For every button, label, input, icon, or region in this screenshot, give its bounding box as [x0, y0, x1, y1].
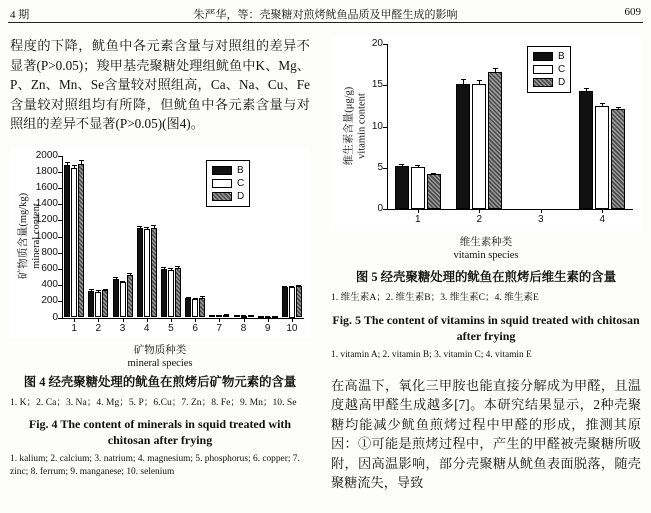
bar-C-10 [289, 287, 295, 317]
x-tick-label: 3 [537, 214, 544, 225]
xaxis-title-cn: 矿物质种类 [133, 344, 187, 356]
error-cap [186, 297, 191, 298]
bar-D-1 [78, 164, 84, 318]
x-tick-label: 6 [192, 322, 198, 334]
bar-D-10 [296, 286, 302, 317]
legend-item-C [533, 63, 565, 76]
legend-item-B [212, 164, 244, 177]
figure-5 [331, 36, 641, 362]
error-cap [616, 107, 621, 108]
page-number: 609 [624, 6, 641, 18]
bar-C-2 [95, 292, 101, 318]
bar-B-3 [113, 279, 119, 318]
running-head-left: 4 期 [10, 9, 30, 21]
x-tick-label: 3 [119, 322, 126, 334]
bar-B-6 [185, 298, 191, 317]
y-tick [383, 85, 387, 86]
xaxis-title-cn-5: 维生素种类 [459, 237, 513, 248]
legend-swatch-C [533, 65, 553, 74]
bar-C-4 [144, 229, 150, 318]
y-tick-label: 0 [377, 203, 383, 214]
y-tick [383, 127, 387, 128]
error-cap [217, 315, 222, 316]
error-cap [96, 290, 101, 291]
legend-label-D: D [237, 190, 245, 202]
legend-label-B: B [558, 51, 565, 62]
x-tick [602, 209, 603, 213]
error-cap [241, 315, 246, 316]
y-tick [58, 156, 62, 157]
chart-legend [206, 160, 250, 207]
error-cap [210, 315, 215, 316]
error-cap [151, 225, 156, 226]
legend-item-D [533, 76, 565, 89]
y-axis [62, 156, 63, 318]
error-cap [120, 281, 125, 282]
bar-D-2 [488, 72, 502, 209]
error-cap [127, 273, 132, 274]
error-cap [584, 88, 589, 89]
bar-D-1 [427, 174, 441, 209]
bar-B-4 [579, 91, 593, 209]
xaxis-title-en: mineral species [127, 357, 193, 369]
y-tick [58, 301, 62, 302]
legend-item-D [212, 190, 244, 203]
y-tick [58, 204, 62, 205]
y-tick-label: 400 [41, 279, 58, 291]
bar-D-2 [102, 290, 108, 317]
bar-C-4 [595, 106, 609, 209]
chart-minerals [10, 148, 310, 338]
y-tick-label: 1800 [35, 165, 58, 177]
y-tick [58, 188, 62, 189]
y-tick-label: 15 [371, 79, 383, 91]
figure-4-caption-cn: 图 4 经壳聚糖处理的鱿鱼在煎烤后矿物元素的含量 [23, 374, 297, 389]
y-tick-label: 1600 [35, 181, 58, 193]
error-cap [289, 286, 294, 287]
error-cap [461, 79, 466, 80]
x-tick-label: 10 [286, 322, 298, 334]
x-tick-label: 2 [95, 322, 102, 334]
figure-5-keys-en: 1. vitamin A; 2. vitamin B; 3. vitamin C; 4. vitamin E [331, 349, 532, 360]
bar-C-6 [192, 299, 198, 317]
y-tick-label: 1400 [35, 198, 58, 210]
error-cap [103, 289, 108, 290]
bar-C-3 [120, 282, 126, 317]
error-cap [79, 160, 84, 161]
y-tick-label: 5 [377, 161, 383, 173]
y-tick [383, 209, 387, 210]
legend-swatch-C [212, 179, 232, 188]
error-cap [282, 286, 287, 287]
bar-D-3 [127, 275, 133, 317]
legend-swatch-B [533, 52, 553, 61]
error-cap [431, 173, 436, 174]
left-column [10, 36, 310, 479]
figure-4-keys-en: 1. kalium; 2. calcium; 3. natrium; 4. magnesium; 5. phosphorus; 6. copper; 7. zinc; 8. ferrum; 9. manganese; 10. selenium [10, 454, 300, 477]
y-tick-label: 2000 [35, 149, 58, 161]
error-cap [193, 298, 198, 299]
x-tick [98, 318, 99, 322]
x-tick [418, 209, 419, 213]
figure-5-caption-en: Fig. 5 The content of vitamins in squid treated with chitosan after frying [332, 312, 640, 343]
error-cap [415, 165, 420, 166]
chart-minerals-xaxis-title [10, 344, 310, 370]
legend-label-C: C [237, 177, 245, 189]
error-cap [175, 266, 180, 267]
bar-B-2 [456, 84, 470, 209]
y-axis-title-cn: 维生素含量(μg/g) [343, 86, 354, 165]
legend-label-C: C [558, 64, 566, 75]
bar-B-1 [395, 166, 409, 209]
y-tick [58, 220, 62, 221]
error-cap [113, 277, 118, 278]
x-tick [479, 209, 480, 213]
x-tick-label: 4 [143, 322, 150, 334]
error-cap [600, 103, 605, 104]
bar-B-2 [88, 291, 94, 318]
error-cap [137, 226, 142, 227]
error-cap [399, 164, 404, 165]
y-tick [58, 172, 62, 173]
chart-vitamins-xaxis-title [331, 236, 641, 262]
x-tick-label: 5 [168, 322, 174, 334]
x-tick [123, 318, 124, 322]
error-cap [493, 68, 498, 69]
right-column [331, 36, 641, 493]
bar-D-5 [175, 268, 181, 317]
bar-B-5 [161, 269, 167, 318]
bar-B-10 [282, 287, 288, 318]
legend-item-B [533, 50, 565, 63]
y-tick-label: 800 [41, 246, 58, 258]
y-tick [58, 253, 62, 254]
error-cap [72, 165, 77, 166]
figure-5-caption-cn: 图 5 经壳聚糖处理的鱿鱼在煎烤后维生素的含量 [355, 270, 617, 284]
error-cap [65, 162, 70, 163]
error-cap [258, 316, 263, 317]
running-head-center: 朱严华，等：壳聚糖对煎烤鱿鱼品质及甲醛生成的影响 [193, 9, 458, 21]
figure-4 [10, 148, 310, 480]
y-tick-label: 0 [52, 311, 58, 323]
y-axis [387, 44, 388, 209]
x-tick-label: 2 [476, 214, 483, 225]
error-cap [477, 80, 482, 81]
x-tick-label: 1 [414, 214, 421, 225]
figure-4-keys-cn: 1. K；2. Ca；3. Na；4. Mg；5. P；6.Cu；7. Zn；8. Fe；9. Mn；10. Se [10, 396, 297, 408]
x-tick [219, 318, 220, 322]
x-tick-label: 4 [599, 214, 606, 225]
y-tick-label: 1000 [35, 230, 58, 242]
y-tick [383, 44, 387, 45]
y-tick [58, 318, 62, 319]
legend-label-D: D [558, 77, 566, 88]
legend-item-C [212, 177, 244, 190]
y-axis-title [342, 43, 368, 208]
figure-4-caption-en: Fig. 4 The content of minerals in squid treated with chitosan after frying [28, 417, 292, 447]
chart-legend [527, 46, 571, 93]
y-axis-title-en: mineral content [31, 202, 42, 269]
legend-swatch-D [212, 192, 232, 201]
y-tick [58, 285, 62, 286]
bar-B-4 [137, 228, 143, 317]
legend-label-B: B [237, 164, 244, 176]
y-tick-label: 10 [371, 120, 383, 132]
bar-D-6 [199, 298, 205, 318]
error-cap [144, 227, 149, 228]
x-tick [541, 209, 542, 213]
y-tick-label: 600 [41, 262, 58, 274]
x-tick [268, 318, 269, 322]
y-axis-title [17, 155, 43, 317]
x-tick [292, 318, 293, 322]
x-axis [387, 209, 633, 210]
bar-C-5 [168, 270, 174, 318]
x-tick-label: 1 [71, 322, 77, 334]
bar-C-2 [472, 84, 486, 209]
y-tick-label: 1200 [35, 214, 58, 226]
error-cap [248, 315, 253, 316]
y-axis-title-cn: 矿物质含量(mg/kg) [18, 192, 29, 279]
x-tick [195, 318, 196, 322]
figure-5-keys-cn: 1. 维生素A；2. 维生素B；3. 维生素C；4. 维生素E [331, 292, 539, 303]
y-axis-title-en: vitamin content [356, 92, 367, 159]
error-cap [161, 267, 166, 268]
bar-D-4 [151, 228, 157, 318]
x-tick-label: 9 [264, 322, 271, 334]
bar-C-1 [411, 167, 425, 209]
y-tick [383, 168, 387, 169]
x-tick-label: 8 [240, 322, 247, 334]
x-tick [244, 318, 245, 322]
left-paragraph: 程度的下降，鱿鱼中各元素含量与对照组的差异不显著(P>0.05)；羧甲基壳聚糖处理组鱿鱼中K、Mg、P、Zn、Mn、Se含量较对照组高，Ca、Na、Cu、Fe含量较对照组均有所降，但鱿鱼中各元素含量与对照组的差异不显著(P>0.05)(图4)。 [10, 38, 310, 131]
chart-vitamins [331, 36, 641, 231]
error-cap [296, 285, 301, 286]
error-cap [234, 315, 239, 316]
y-tick-label: 20 [371, 38, 383, 49]
error-cap [89, 289, 94, 290]
legend-swatch-D [533, 78, 553, 87]
bar-D-4 [611, 109, 625, 209]
x-tick [147, 318, 148, 322]
y-tick [58, 269, 62, 270]
x-tick [74, 318, 75, 322]
x-tick-label: 7 [216, 322, 223, 334]
right-paragraph: 在高温下，氧化三甲胺也能直接分解成为甲醛，且温度越高甲醛生成越多[7]。本研究结果显示，2种壳聚糖均能减少鱿鱼煎烤过程中甲醛的形成，推测其原因：①可能是煎烤过程中，产生的甲醛被壳聚糖所吸附，因高温影响，部分壳聚糖从鱿鱼表面脱落，随壳聚糖流失，导致 [331, 377, 641, 490]
error-cap [224, 314, 229, 315]
header-divider [8, 22, 643, 23]
bar-B-1 [64, 165, 70, 317]
error-cap [272, 316, 277, 317]
legend-swatch-B [212, 166, 232, 175]
bar-C-1 [71, 168, 77, 317]
xaxis-title-en-5: vitamin species [453, 250, 519, 261]
y-tick [58, 237, 62, 238]
error-cap [168, 268, 173, 269]
y-tick-label: 200 [41, 295, 58, 307]
error-cap [200, 296, 205, 297]
x-tick [171, 318, 172, 322]
